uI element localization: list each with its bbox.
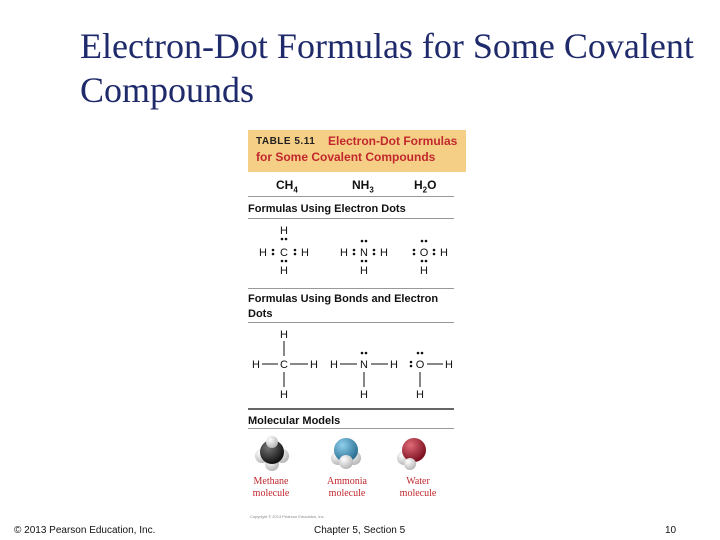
electron-dots <box>272 238 436 263</box>
formula-subscript: 3 <box>369 185 374 195</box>
atom-h: H <box>301 247 309 259</box>
atom-h: H <box>280 265 288 277</box>
atom-n: N <box>360 359 368 371</box>
atom-h: H <box>252 359 260 371</box>
atom-h: H <box>390 359 398 371</box>
footer-copyright: © 2013 Pearson Education, Inc. <box>14 525 156 536</box>
formula-ammonia <box>352 178 374 194</box>
atom-h: H <box>310 359 318 371</box>
section-bonds-line1: Formulas Using Bonds and Electron <box>248 293 439 305</box>
formula-base: H <box>414 178 423 192</box>
water-model <box>397 438 426 470</box>
atom-h: H <box>280 329 288 341</box>
label-methane <box>248 476 294 500</box>
slide-title: Electron-Dot Formulas for Some Covalent Compounds <box>80 26 694 110</box>
atom-h: H <box>340 247 348 259</box>
divider <box>248 288 454 289</box>
label-line2: molecule <box>328 488 366 499</box>
atom-h: H <box>280 225 288 237</box>
formula-tail: O <box>427 178 437 192</box>
divider <box>248 196 454 197</box>
molecular-models <box>248 430 458 478</box>
formula-subscript: 4 <box>293 185 298 195</box>
formula-methane <box>276 178 298 194</box>
label-water <box>394 476 442 500</box>
atom-o: O <box>419 247 429 259</box>
label-ammonia <box>322 476 372 500</box>
atom-h: H <box>416 389 424 401</box>
formula-subscript: 2 <box>422 185 428 195</box>
ammonia-model <box>331 438 361 469</box>
atom-h: H <box>420 265 428 277</box>
atom-h: H <box>360 389 368 401</box>
atom-h: H <box>360 265 368 277</box>
formula-base: CH <box>276 178 294 192</box>
table-title-line1: Electron-Dot Formulas <box>328 134 458 148</box>
formula-water <box>414 178 436 194</box>
atom-c: C <box>280 359 288 371</box>
table-header <box>248 130 466 172</box>
footer-page-number: 10 <box>665 525 677 536</box>
divider <box>248 322 454 323</box>
atom-h: H <box>440 247 448 259</box>
footer-chapter: Chapter 5, Section 5 <box>314 525 406 536</box>
atom-n: N <box>360 247 368 259</box>
table-title-line2: for Some Covalent Compounds <box>256 150 436 164</box>
section-bonds-line2: Dots <box>248 308 273 320</box>
divider <box>248 428 454 429</box>
atom-h: H <box>259 247 267 259</box>
section-electron-dots: Formulas Using Electron Dots <box>248 203 406 215</box>
figure-credit: Copyright © 2013 Pearson Education, Inc. <box>250 514 325 519</box>
electron-dot-structures <box>248 222 458 282</box>
label-line1: Ammonia <box>327 476 367 487</box>
electron-dot-table <box>248 130 468 520</box>
atom-c: C <box>280 247 288 259</box>
section-molecular-models: Molecular Models <box>248 415 341 427</box>
atom-h: H <box>445 359 453 371</box>
bond-structures <box>248 326 463 406</box>
atom-o: O <box>415 359 425 371</box>
atom-h: H <box>330 359 338 371</box>
table-number: TABLE 5.11 <box>256 136 316 147</box>
label-line1: Methane <box>253 476 289 487</box>
divider <box>248 218 454 219</box>
label-line1: Water <box>406 476 430 487</box>
formula-base: NH <box>352 178 370 192</box>
atom-h: H <box>380 247 388 259</box>
divider <box>248 408 454 410</box>
methane-model <box>255 436 289 471</box>
label-line2: molecule <box>399 488 437 499</box>
label-line2: molecule <box>252 488 290 499</box>
atom-h: H <box>280 389 288 401</box>
